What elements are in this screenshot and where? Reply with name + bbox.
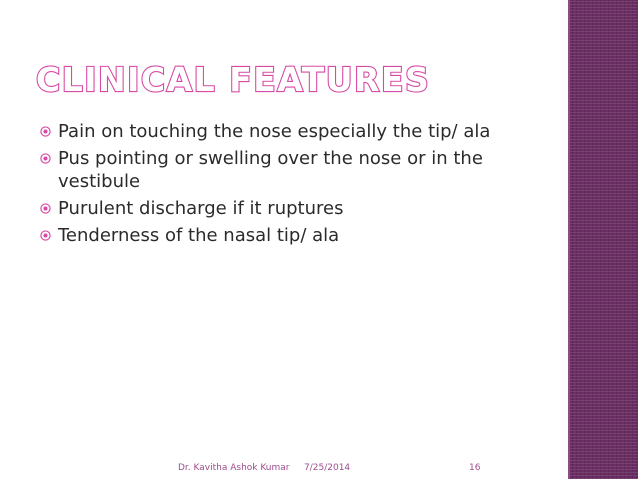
list-item <box>40 224 540 247</box>
circled-bullet-icon <box>40 126 51 137</box>
bullet-text: Tenderness of the nasal tip/ ala <box>58 225 340 246</box>
slide-content <box>40 120 540 251</box>
bullet-text: Purulent discharge if it ruptures <box>58 198 344 219</box>
list-item <box>40 120 540 143</box>
footer-date: 7/25/2014 <box>304 463 351 473</box>
slide-title: CLINICAL FEATURES <box>36 60 431 99</box>
bullet-text: Pus pointing or swelling over the nose or in the vestibule <box>58 148 483 192</box>
bullet-text: Pain on touching the nose especially the tip/ ala <box>58 121 491 142</box>
circled-bullet-icon <box>40 203 51 214</box>
list-item <box>40 197 540 220</box>
circled-bullet-icon <box>40 153 51 164</box>
decorative-side-band <box>568 0 638 479</box>
bullet-list <box>40 120 540 247</box>
list-item <box>40 147 540 193</box>
page-number: 16 <box>469 463 481 473</box>
footer-author: Dr. Kavitha Ashok Kumar <box>178 463 290 473</box>
circled-bullet-icon <box>40 230 51 241</box>
